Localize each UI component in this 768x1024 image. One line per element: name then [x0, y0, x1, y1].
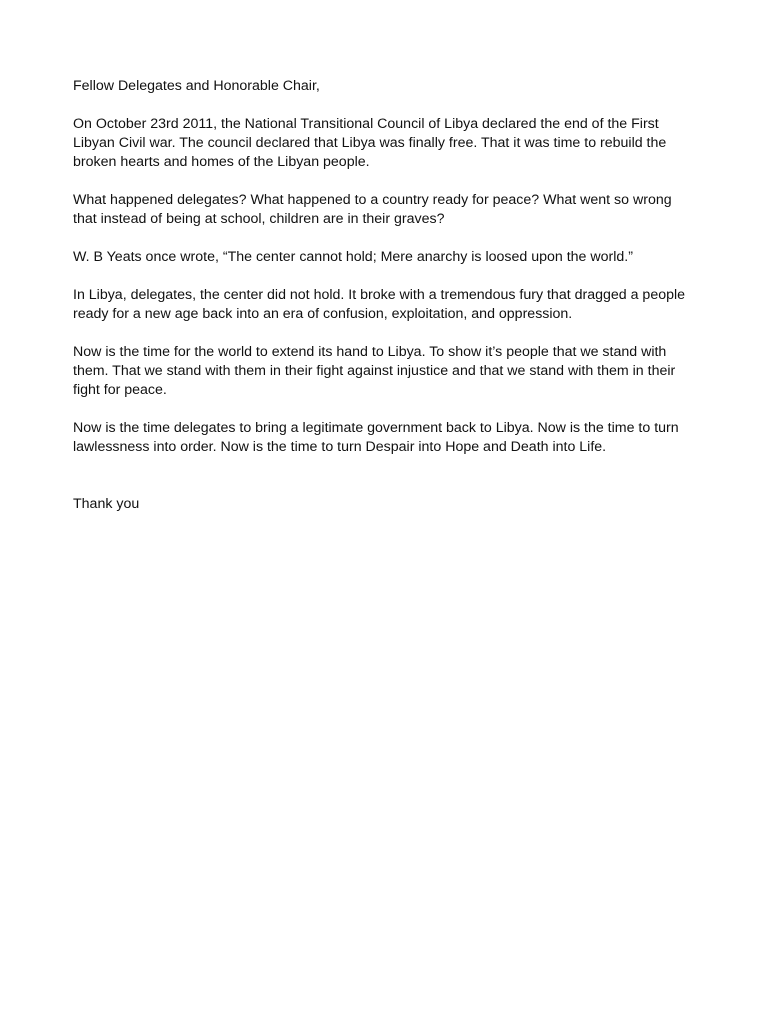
paragraph: In Libya, delegates, the center did not hold. It broke with a tremendous fury that dragged a people ready for a new age back into an era of confusion, exploitation, and oppression.	[73, 287, 686, 322]
paragraph: W. B Yeats once wrote, “The center cannot hold; Mere anarchy is loosed upon the world.”	[73, 249, 633, 265]
paragraph: Now is the time for the world to extend its hand to Libya. To show it’s people that we stand with them. That we stand with them in their fight against injustice and that we stand with them in their fight for peace.	[73, 344, 676, 398]
paragraph: Now is the time delegates to bring a legitimate government back to Libya. Now is the time to turn lawlessness into order. Now is the time to turn Despair into Hope and Death into Life.	[73, 420, 679, 455]
speech-body	[73, 77, 697, 533]
paragraph: On October 23rd 2011, the National Transitional Council of Libya declared the end of the First Libyan Civil war. The council declared that Libya was finally free. That it was time to rebuild the broken hearts and homes of the Libyan people.	[73, 116, 667, 170]
closing: Thank you	[73, 496, 140, 512]
salutation: Fellow Delegates and Honorable Chair,	[73, 78, 320, 94]
paragraph: What happened delegates? What happened to a country ready for peace? What went so wrong that instead of being at school, children are in their graves?	[73, 192, 672, 227]
